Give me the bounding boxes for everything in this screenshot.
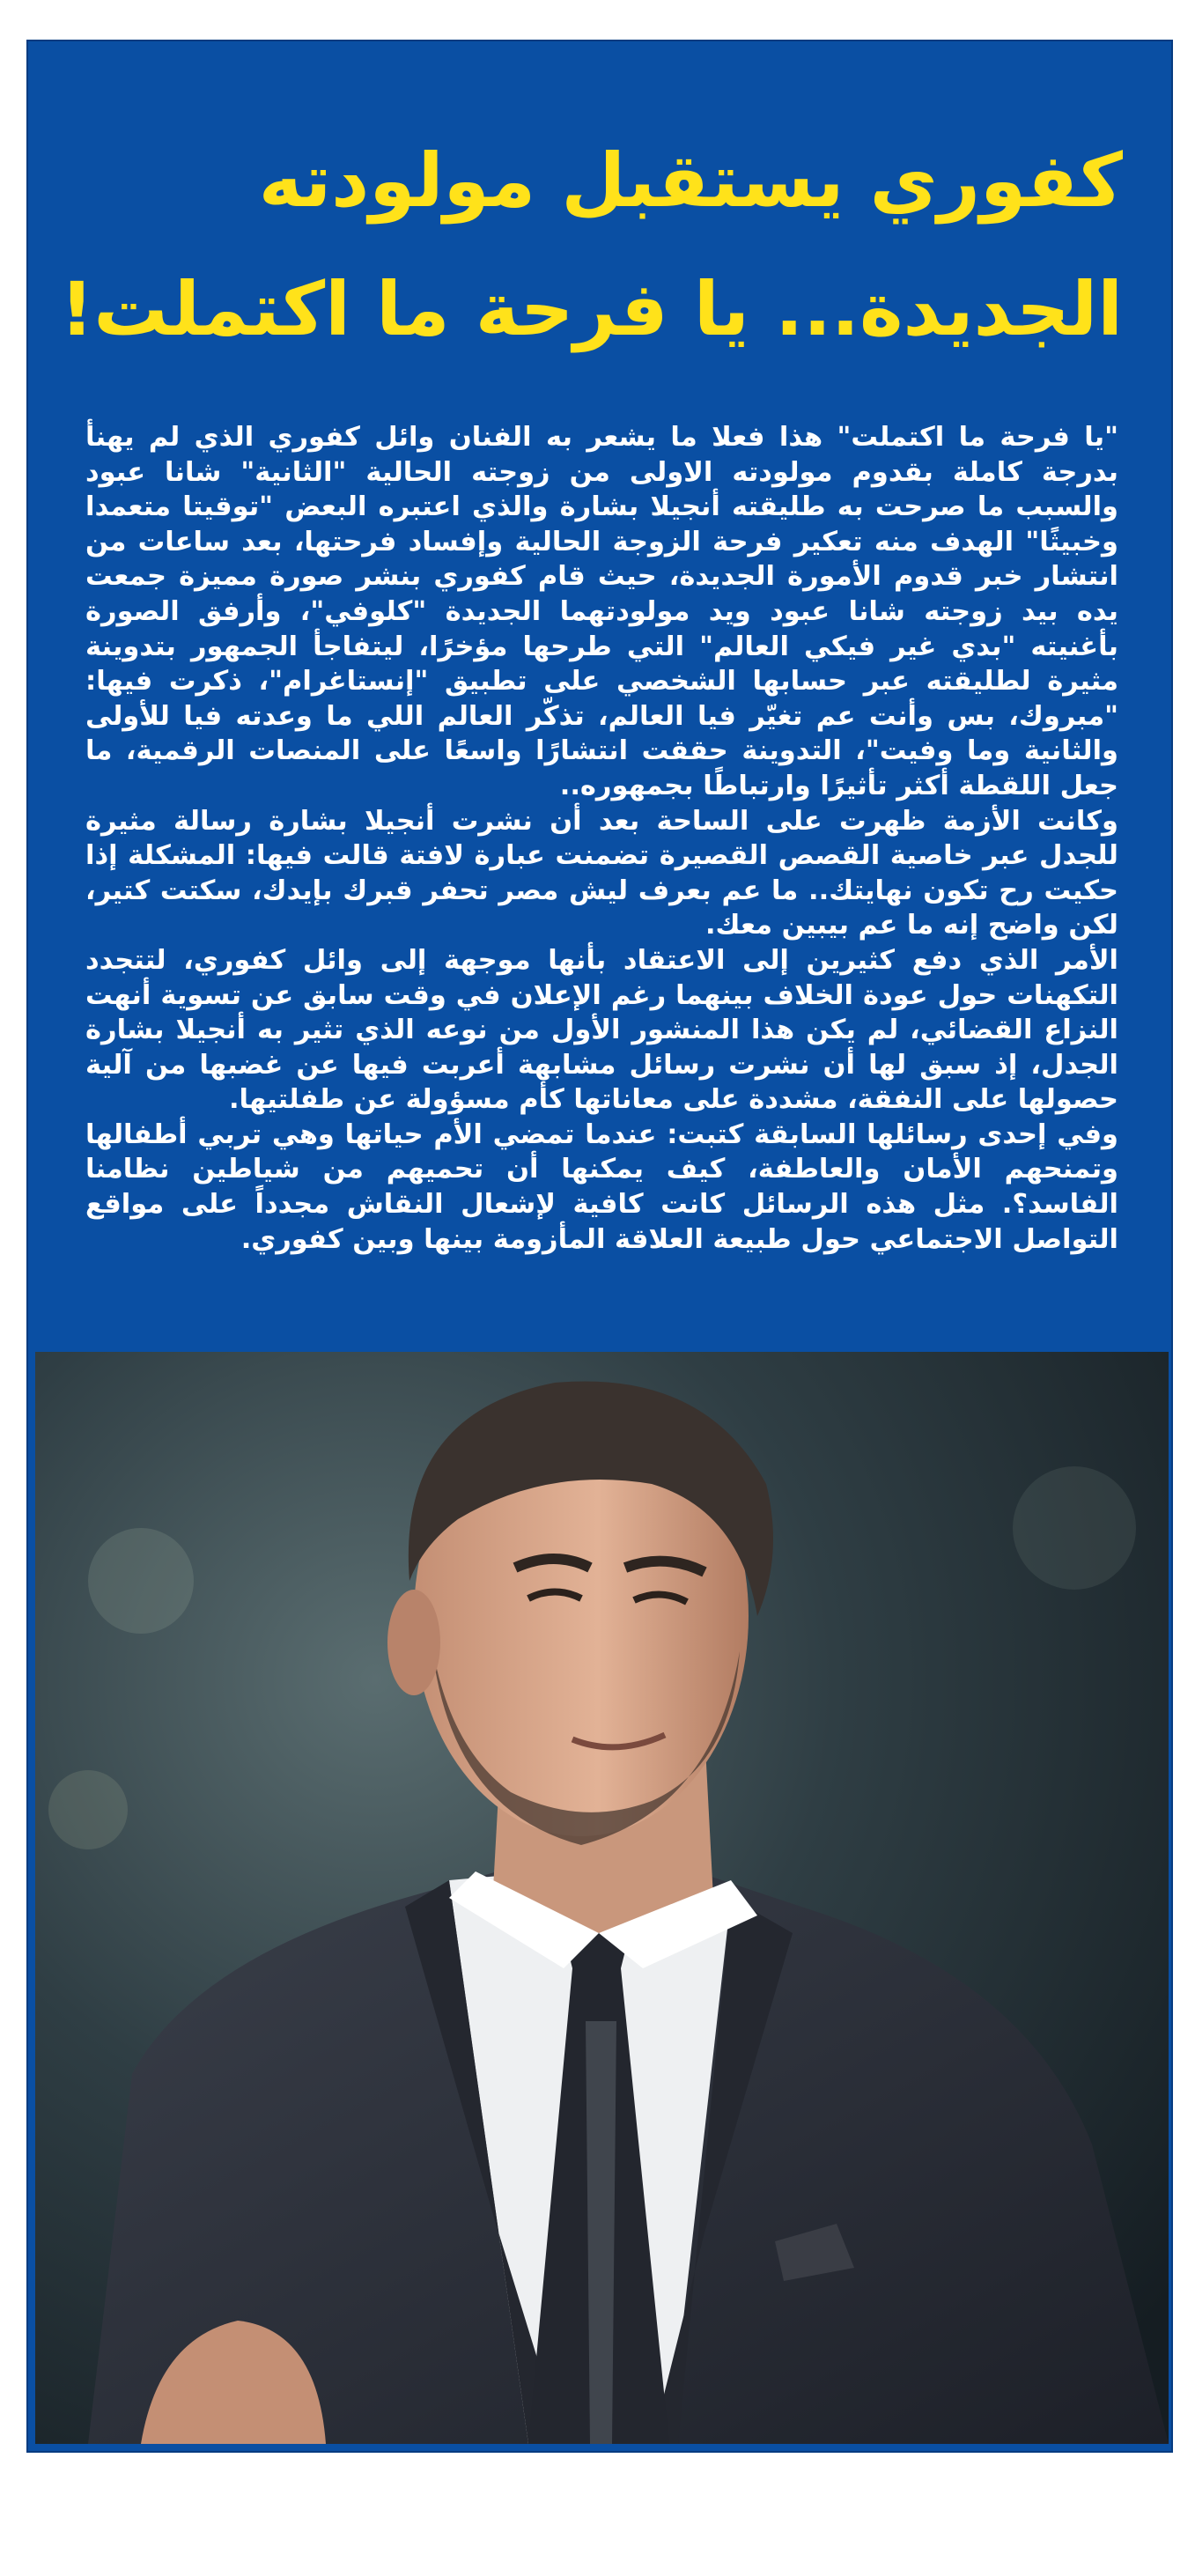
bokeh-light: [48, 1770, 128, 1849]
article-headline: [60, 116, 1123, 373]
headline-line-1: كفوري يستقبل مولودته: [258, 137, 1123, 224]
bokeh-light: [88, 1528, 194, 1634]
headline-line-2: الجديدة... يا فرحة ما اكتملت!: [60, 266, 1123, 352]
ear: [387, 1590, 440, 1695]
article-photo: [35, 1352, 1169, 2444]
article-paragraph-1: "يا فرحة ما اكتملت" هذا فعلا ما يشعر به الفنان وائل كفوري الذي لم يهنأ بدرجة كاملة بقدوم مولودته الاولى من زوجته الحالية "الثانية" شانا عبود والسبب ما صرحت به طليقته أنجيلا بشارة والذي اعتبره البعض "توقيتا متعمدا وخبيثًا" الهدف منه تعكير فرحة الزوجة الحالية وإفساد فرحتها، بعد ساعات من انتشار خبر قدوم الأمورة الجديدة، حيث قام كفوري بنشر صورة مميزة جمعت يده بيد زوجته شانا عبود ويد مولودتهما الجديدة "كلوفي"، وأرفق الصورة بأغنيته "بدي غير فيكي العالم" التي طرحها مؤخرًا، ليتفاجأ الجمهور بتدوينة مثيرة لطليقته عبر حسابها الشخصي على تطبيق "إنستاغرام"، ذكرت فيها: "مبروك، بس وأنت عم تغيّر فيا العالم، تذكّر العالم اللي ما وعدته فيا للأولى والثانية وما وفيت"، التدوينة حققت انتشارًا واسعًا على المنصات الرقمية، ما جعل اللقطة أكثر تأثيرًا وارتباطًا بجمهوره..: [85, 422, 1118, 801]
portrait-illustration: [35, 1352, 1169, 2444]
article-paragraph-2: وكانت الأزمة ظهرت على الساحة بعد أن نشرت أنجيلا بشارة رسالة مثيرة للجدل عبر خاصية القصص القصيرة تضمنت عبارة لافتة قالت فيها: المشكلة إذا حكيت رح تكون نهايتك.. ما عم بعرف ليش مصر تحفر قبرك بإيدك، سكتت كتير، لكن واضح إنه ما عم بيبين معك.: [85, 805, 1118, 941]
article-body: [85, 420, 1118, 1257]
article-paragraph-3: الأمر الذي دفع كثيرين إلى الاعتقاد بأنها موجهة إلى وائل كفوري، لتتجدد التكهنات حول عودة الخلاف بينهما رغم الإعلان في وقت سابق عن تسوية أنهت النزاع القضائي، لم يكن هذا المنشور الأول من نوعه الذي تثير به أنجيلا بشارة الجدل، إذ سبق لها أن نشرت رسائل مشابهة أعربت فيها عن غضبها من آلية حصولها على النفقة، مشددة على معاناتها كأم مسؤولة عن طفلتيها.: [85, 944, 1118, 1116]
necktie-pattern: [586, 2021, 616, 2444]
article-paragraph-4: وفي إحدى رسائلها السابقة كتبت: عندما تمضي الأم حياتها وهي تربي أطفالها وتمنحهم الأمان والعاطفة، كيف يمكنها أن تحميهم من شياطين نظامنا الفاسد؟. مثل هذه الرسائل كانت كافية لإشعال النقاش مجدداً على مواقع التواصل الاجتماعي حول طبيعة العلاقة المأزومة بينها وبين كفوري.: [85, 1118, 1118, 1255]
bokeh-light: [1013, 1466, 1136, 1590]
